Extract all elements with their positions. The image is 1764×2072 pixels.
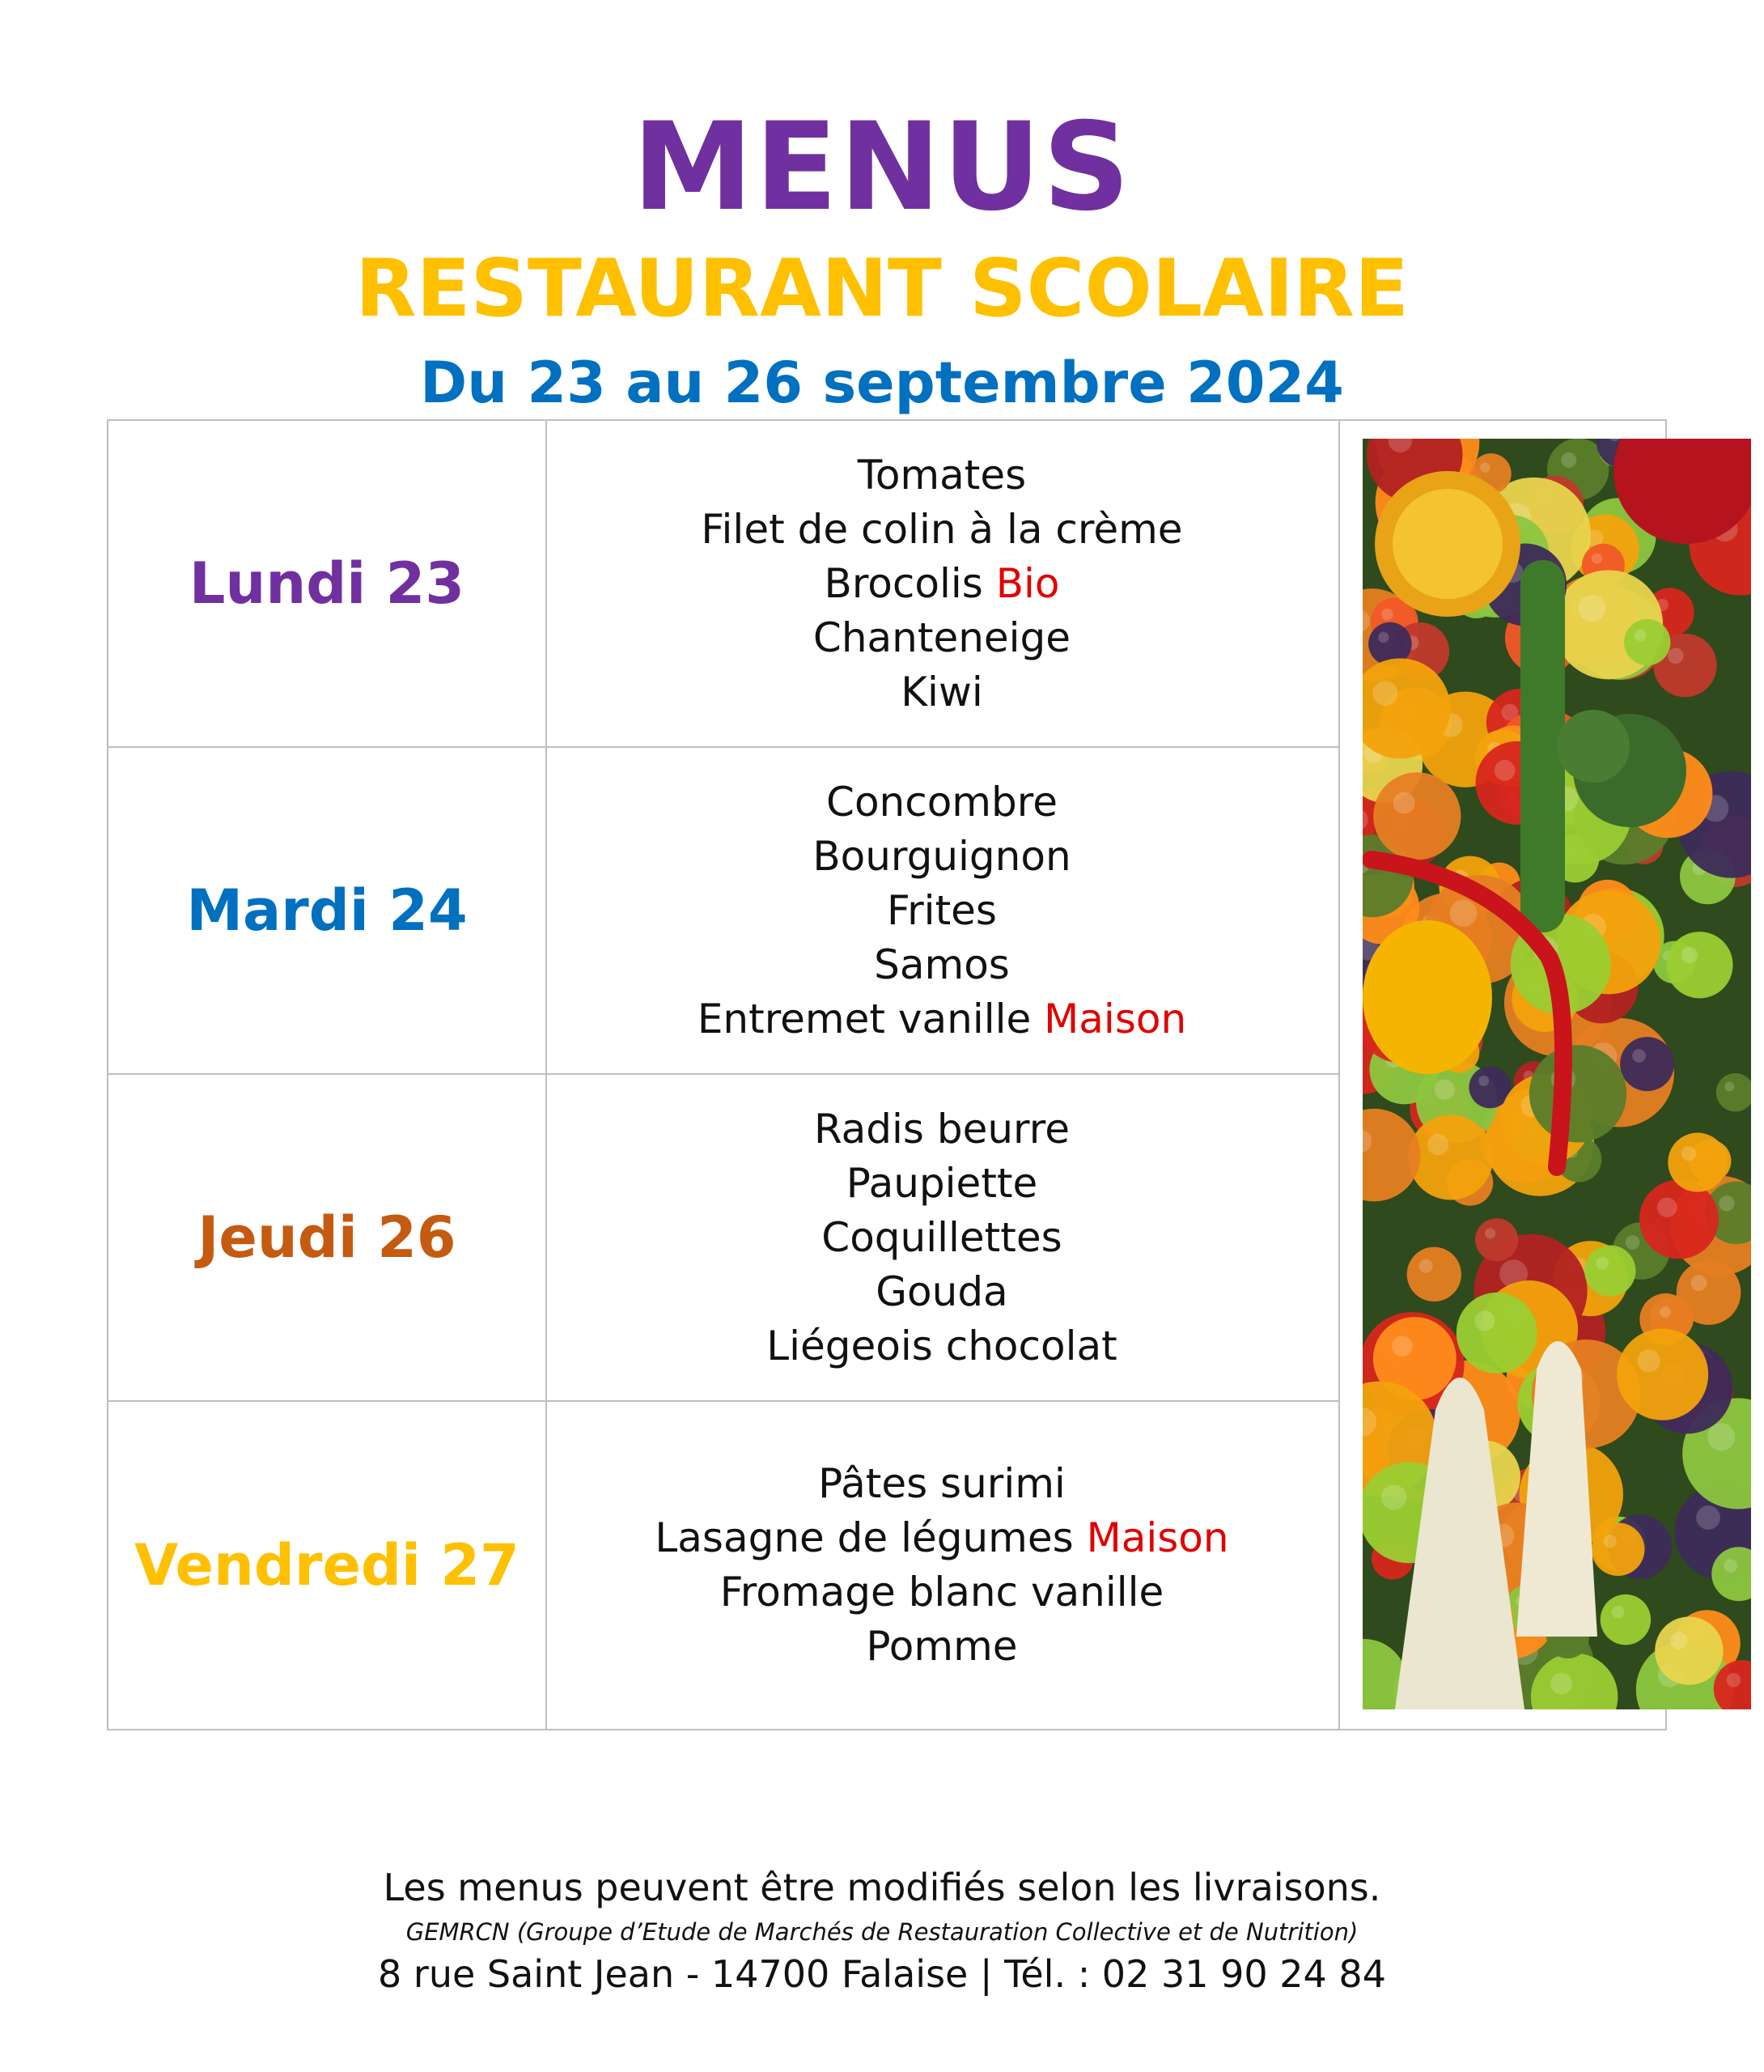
day-column [108, 421, 547, 1729]
dish-item [698, 938, 1186, 992]
dish-tag: Maison [1044, 995, 1187, 1042]
dish-item [698, 884, 1186, 938]
image-column [1338, 421, 1667, 1729]
dish-text: Paupiette [846, 1159, 1038, 1207]
dish-item [655, 1620, 1228, 1674]
day-cell [108, 421, 545, 748]
dish-list [701, 448, 1182, 720]
dishes-cell [545, 748, 1338, 1075]
dish-item [701, 448, 1182, 503]
dish-text: Samos [874, 940, 1010, 988]
footer-address: 8 rue Saint Jean - 14700 Falaise | Tél. : 02 31 90 24 84 [378, 1952, 1386, 1996]
dish-text: Fromage blanc vanille [719, 1569, 1164, 1616]
dish-tag: Bio [995, 559, 1060, 607]
dish-item [766, 1319, 1117, 1374]
dishes-cell [545, 421, 1338, 748]
dish-text: Bourguignon [812, 832, 1071, 880]
dish-text: Concombre [826, 778, 1058, 826]
day-label-lundi: Lundi 23 [189, 550, 465, 617]
dish-text: Brocolis [824, 559, 996, 607]
dish-text: Radis beurre [814, 1105, 1070, 1153]
dish-list [766, 1102, 1117, 1374]
dish-tag: Maison [1086, 1514, 1229, 1561]
dish-item [698, 775, 1186, 830]
dish-text: Coquillettes [821, 1213, 1062, 1261]
dish-text: Chanteneige [812, 614, 1071, 661]
dish-item [701, 557, 1182, 611]
dish-item [698, 992, 1186, 1047]
dish-text: Pomme [866, 1623, 1018, 1670]
dish-list [655, 1457, 1228, 1674]
day-cell [108, 1075, 545, 1402]
dish-list [698, 775, 1186, 1047]
dish-text: Pâtes surimi [818, 1460, 1066, 1507]
page-title: MENUS [632, 97, 1132, 238]
dish-item [655, 1511, 1228, 1565]
dish-text: Frites [887, 886, 997, 934]
day-cell [108, 748, 545, 1075]
day-cell [108, 1402, 545, 1729]
dish-item [766, 1265, 1117, 1319]
page-subtitle: RESTAURANT SCOLAIRE [355, 243, 1409, 335]
dish-item [701, 503, 1182, 557]
day-label-mardi: Mardi 24 [186, 877, 468, 944]
dish-text: Gouda [876, 1267, 1008, 1315]
dish-item [766, 1157, 1117, 1211]
dish-text: Liégeois chocolat [766, 1322, 1117, 1369]
dish-text: Lasagne de légumes [655, 1514, 1087, 1561]
dish-text: Tomates [857, 451, 1027, 499]
footer-note: Les menus peuvent être modifiés selon les livraisons. [383, 1866, 1381, 1909]
dish-text: Kiwi [901, 668, 983, 715]
dishes-column [545, 421, 1340, 1729]
dish-item [698, 830, 1186, 884]
dish-text: Filet de colin à la crème [701, 505, 1183, 553]
date-range: Du 23 au 26 septembre 2024 [420, 350, 1344, 416]
vegetables-photo-icon [1363, 439, 1751, 1709]
day-label-vendredi: Vendredi 27 [134, 1532, 519, 1599]
dish-item [766, 1211, 1117, 1265]
dish-text: Entremet vanille [697, 995, 1045, 1042]
dishes-cell [545, 1075, 1338, 1402]
menu-table [107, 419, 1667, 1730]
dish-item [655, 1457, 1228, 1511]
dish-item [655, 1565, 1228, 1620]
footer-organization: GEMRCN (Groupe d’Etude de Marchés de Restauration Collective et de Nutrition) [405, 1918, 1359, 1946]
dish-item [701, 611, 1182, 665]
dish-item [701, 665, 1182, 720]
day-label-jeudi: Jeudi 26 [197, 1204, 456, 1271]
dish-item [766, 1102, 1117, 1157]
dishes-cell [545, 1402, 1338, 1729]
